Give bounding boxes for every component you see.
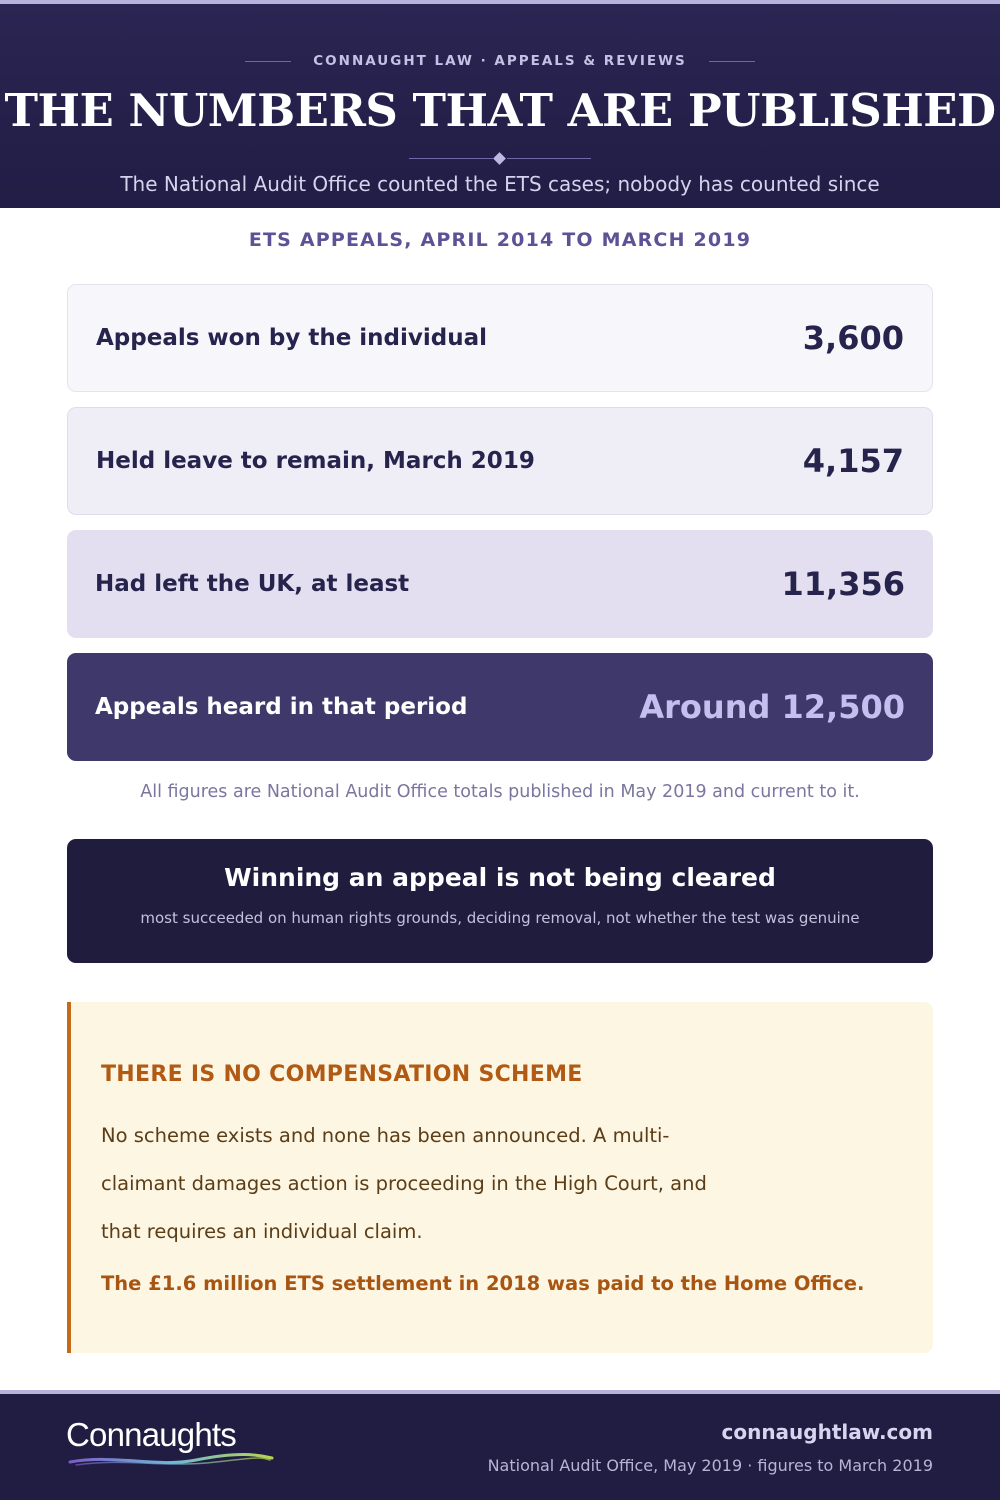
- kicker-rule-left: [245, 61, 291, 62]
- stat-value: 3,600: [802, 319, 904, 357]
- notice-emphasis: The £1.6 million ETS settlement in 2018 was paid to the Home Office.: [101, 1272, 865, 1295]
- kicker-row: [0, 50, 1000, 72]
- stat-value: 11,356: [781, 565, 905, 603]
- stat-label: Appeals heard in that period: [95, 694, 468, 720]
- connaughts-logo: [66, 1416, 286, 1476]
- compensation-notice: [67, 1002, 933, 1353]
- ornament-divider: [409, 152, 591, 166]
- notice-body: No scheme exists and none has been announced. A multi-claimant damages action is proceeding in the High Court, and that requires an individual claim.: [101, 1124, 707, 1243]
- callout-subtitle: most succeeded on human rights grounds, deciding removal, not whether the test was genuine: [140, 909, 860, 927]
- logo-wordmark: Connaughts: [66, 1416, 236, 1453]
- page-title: THE NUMBERS THAT ARE PUBLISHED: [4, 84, 996, 137]
- stat-label: Had left the UK, at least: [95, 571, 410, 597]
- footer-website-link[interactable]: connaughtlaw.com: [721, 1420, 933, 1444]
- callout-box: [67, 839, 933, 963]
- stat-label: Held leave to remain, March 2019: [96, 448, 535, 474]
- stat-row-left-uk: [67, 530, 933, 638]
- stat-row-appeals-won: [67, 284, 933, 392]
- stat-row-appeals-heard: [67, 653, 933, 761]
- kicker-text: CONNAUGHT LAW · APPEALS & REVIEWS: [313, 53, 687, 69]
- figures-footnote: All figures are National Audit Office totals published in May 2019 and current to it.: [140, 782, 860, 802]
- notice-title: THERE IS NO COMPENSATION SCHEME: [101, 1062, 583, 1087]
- kicker-rule-right: [709, 61, 755, 62]
- divider-rule-right: [507, 158, 591, 159]
- footer: [0, 1390, 1000, 1500]
- section-title: ETS APPEALS, APRIL 2014 TO MARCH 2019: [248, 229, 752, 251]
- divider-rule-left: [409, 158, 493, 159]
- stat-value: 4,157: [802, 442, 904, 480]
- page-subtitle: The National Audit Office counted the ETS cases; nobody has counted since: [120, 172, 880, 196]
- stat-label: Appeals won by the individual: [96, 325, 488, 351]
- diamond-icon: [493, 152, 506, 165]
- stat-row-leave-to-remain: [67, 407, 933, 515]
- callout-title: Winning an appeal is not being cleared: [224, 863, 776, 892]
- header-banner: [0, 0, 1000, 208]
- footer-source: National Audit Office, May 2019 · figures to March 2019: [487, 1456, 933, 1475]
- logo-swoosh-icon: [66, 1452, 276, 1468]
- stat-value: Around 12,500: [639, 688, 905, 726]
